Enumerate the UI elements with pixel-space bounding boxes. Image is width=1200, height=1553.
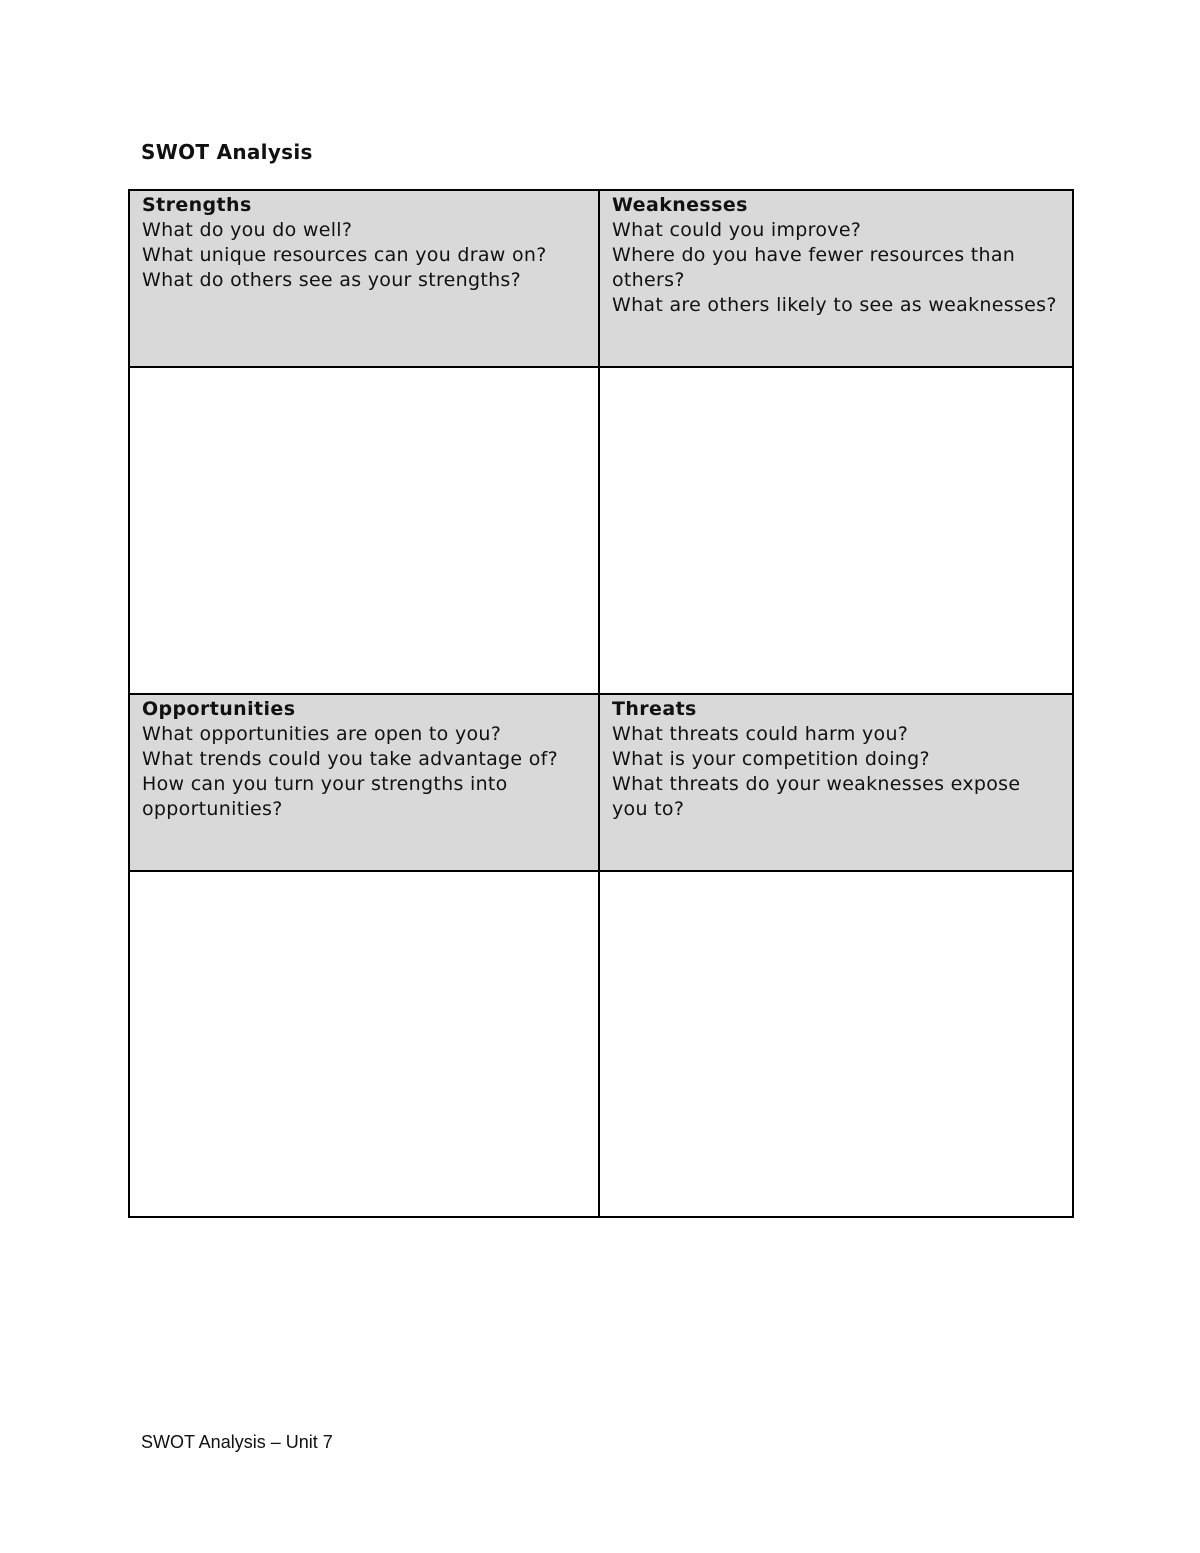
page-footer: SWOT Analysis – Unit 7 <box>141 1432 333 1452</box>
weaknesses-question: Where do you have fewer resources than others? <box>612 244 1016 291</box>
weaknesses-header-cell <box>599 190 1073 367</box>
threats-question: What threats could harm you? <box>612 723 909 745</box>
page-title: SWOT Analysis <box>141 140 313 164</box>
weaknesses-question: What could you improve? <box>612 219 862 241</box>
strengths-question: What unique resources can you draw on? <box>142 244 547 266</box>
weaknesses-entry-area[interactable] <box>599 367 1073 694</box>
opportunities-question: What opportunities are open to you? <box>142 723 502 745</box>
swot-table <box>128 189 1074 1218</box>
threats-heading: Threats <box>612 698 697 720</box>
opportunities-question: How can you turn your strengths into opportunities? <box>142 773 508 820</box>
weaknesses-heading: Weaknesses <box>612 194 748 216</box>
weaknesses-question: What are others likely to see as weaknesses? <box>612 294 1057 316</box>
threats-header-cell <box>599 694 1073 871</box>
strengths-heading: Strengths <box>142 194 252 216</box>
opportunities-header-cell <box>129 694 599 871</box>
strengths-question: What do you do well? <box>142 219 353 241</box>
opportunities-entry-area[interactable] <box>129 871 599 1217</box>
threats-question: What is your competition doing? <box>612 748 930 770</box>
strengths-entry-area[interactable] <box>129 367 599 694</box>
opportunities-heading: Opportunities <box>142 698 296 720</box>
strengths-header-cell <box>129 190 599 367</box>
strengths-question: What do others see as your strengths? <box>142 269 522 291</box>
opportunities-question: What trends could you take advantage of? <box>142 748 559 770</box>
threats-question: What threats do your weaknesses expose you to? <box>612 773 1021 820</box>
threats-entry-area[interactable] <box>599 871 1073 1217</box>
